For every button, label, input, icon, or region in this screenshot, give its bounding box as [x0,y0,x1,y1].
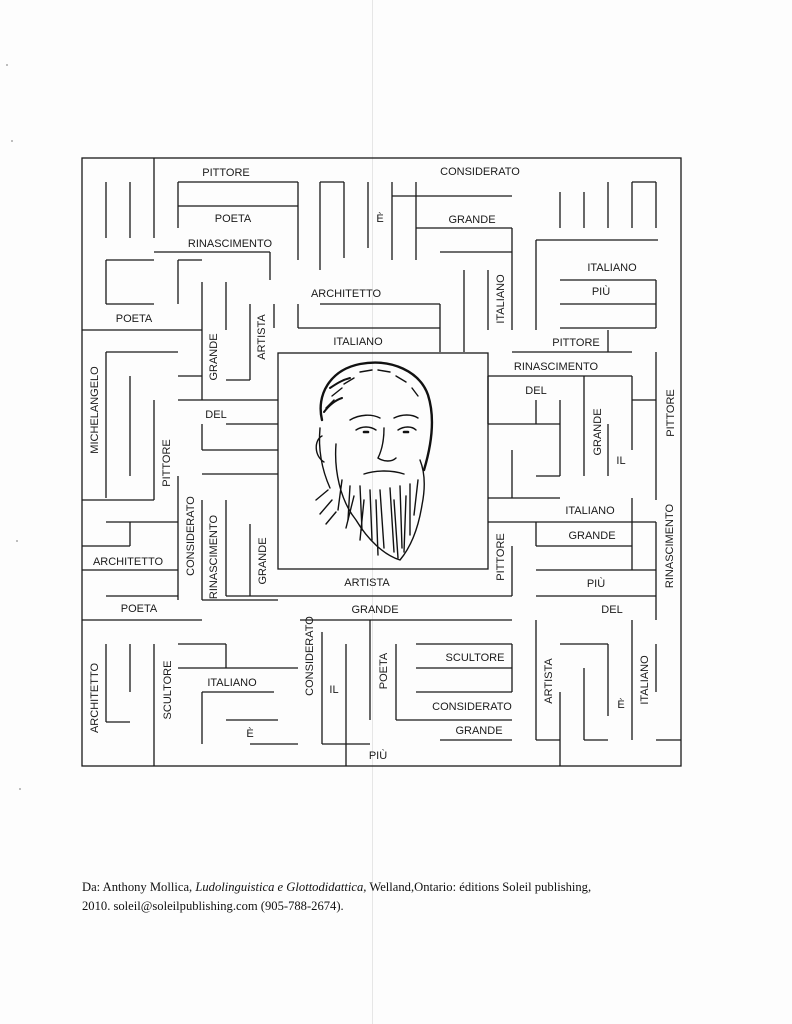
maze-word: IL [329,684,339,696]
maze-word: DEL [525,385,547,397]
maze-word: POETA [378,652,390,690]
maze-word: ITALIANO [565,505,615,517]
maze-word: ARTISTA [256,314,268,360]
maze-word: ITALIANO [639,655,651,705]
book-title: Ludolinguistica e Glottodidattica, [195,880,367,894]
caption-contact: 2010. soleil@soleilpublishing.com (905-788-2674). [82,899,344,913]
maze-word: GRANDE [351,604,399,616]
maze-word: CONSIDERATO [304,616,316,696]
maze-word: RINASCIMENTO [664,503,676,589]
maze-word: GRANDE [208,333,220,381]
maze-word: ARTISTA [543,658,555,704]
maze-word: ITALIANO [207,677,257,689]
caption-prefix: Da: Anthony Mollica, [82,880,196,894]
maze-word: ARCHITETTO [310,288,382,300]
maze-word: ARTISTA [344,577,390,589]
maze-word: PITTORE [665,389,677,437]
maze-word: ITALIANO [333,336,383,348]
maze-word: ITALIANO [587,262,637,274]
maze-word: PITTORE [202,167,250,179]
maze-word: RINASCIMENTO [187,238,273,250]
maze-word: DEL [205,409,227,421]
maze-word: È [376,213,384,225]
maze-word: PIÙ [591,286,611,298]
maze-word: ARCHITETTO [92,556,164,568]
michelangelo-portrait [316,363,432,560]
maze-word: PIÙ [586,578,606,590]
caption-publisher: Welland,Ontario: éditions Soleil publishing, [366,880,592,894]
maze-word: GRANDE [448,214,496,226]
maze-word: SCULTORE [162,660,174,720]
maze-word: POETA [214,213,252,225]
maze-word: PIÙ [368,750,388,762]
maze-word: È [246,728,254,740]
maze-word: DEL [601,604,623,616]
source-caption [82,878,722,916]
maze-word: SCULTORE [445,652,505,664]
maze-word: POETA [120,603,158,615]
maze-word: GRANDE [455,725,503,737]
maze-word: CONSIDERATO [440,166,520,178]
maze-word: GRANDE [568,530,616,542]
maze-word: PITTORE [552,337,600,349]
maze-word: PITTORE [495,533,507,581]
maze-word: ITALIANO [495,274,507,324]
maze-word: ARCHITETTO [89,662,101,734]
maze-word: MICHELANGELO [89,366,101,454]
maze-word: GRANDE [257,537,269,585]
maze-word: GRANDE [592,408,604,456]
maze-word: PITTORE [161,439,173,487]
maze-word: IL [616,455,626,467]
maze-word: CONSIDERATO [185,496,197,576]
maze-word: RINASCIMENTO [208,514,220,600]
maze-word: RINASCIMENTO [513,361,599,373]
maze-word: È [617,699,625,711]
maze-word: CONSIDERATO [432,701,512,713]
maze-word: POETA [115,313,153,325]
